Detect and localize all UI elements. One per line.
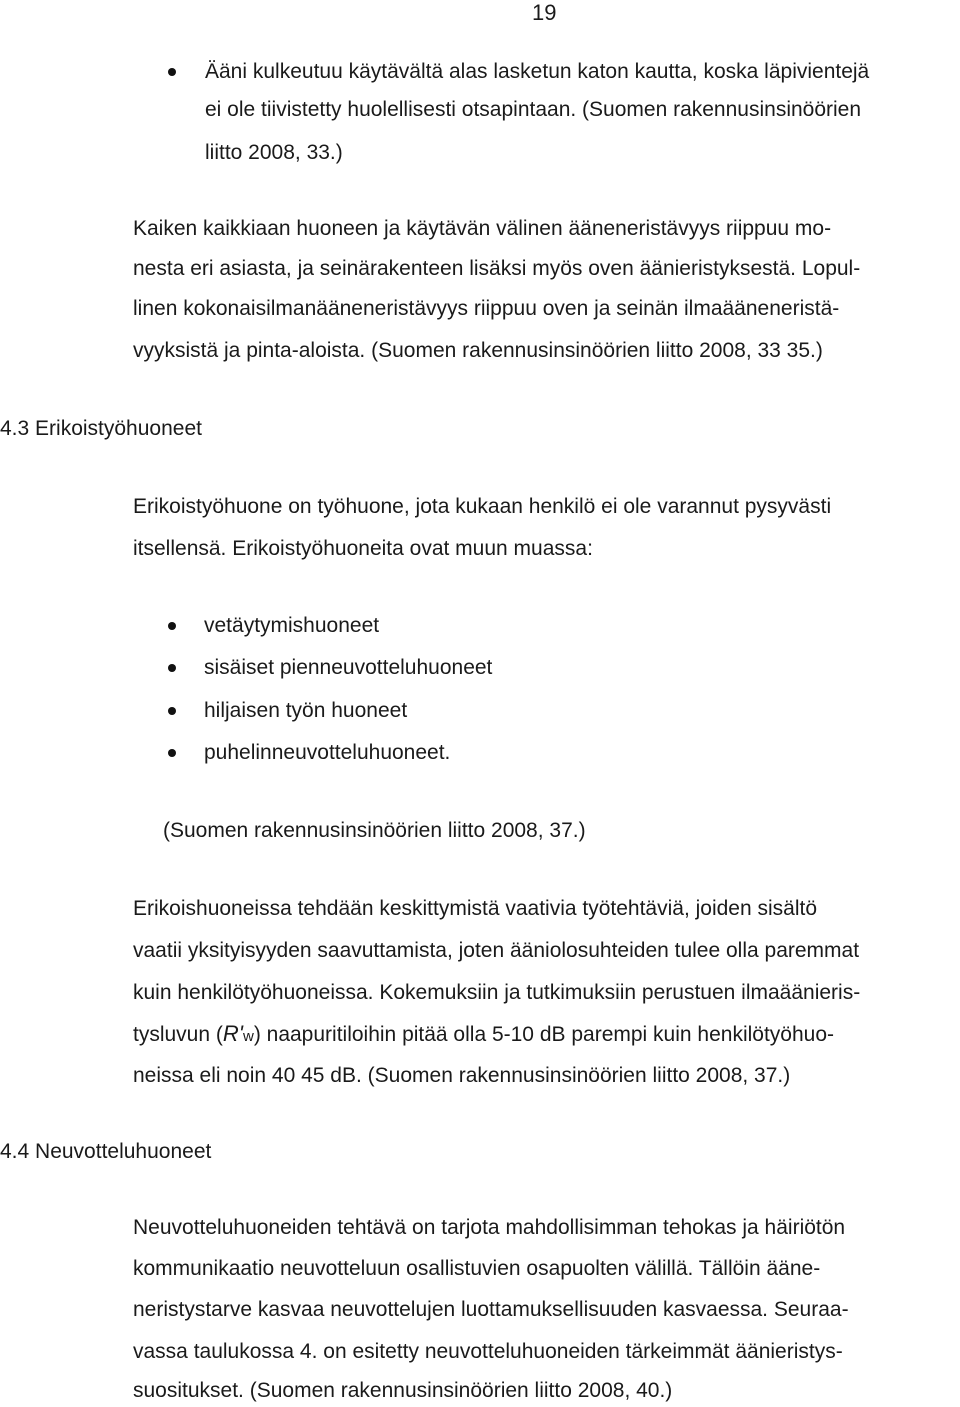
bullet-icon [168,707,176,715]
paragraph-line: vaatii yksityisyyden saavuttamista, joten ääniolosuhteiden tulee olla paremmat [133,939,860,962]
list-item: vetäytymishuoneet [204,614,380,637]
paragraph-line: Neuvotteluhuoneiden tehtävä on tarjota mahdollisimman tehokas ja häiriötön [133,1216,846,1239]
intro-bullet-line: liitto 2008, 33.) [205,141,343,164]
paragraph-line: Kaiken kaikkiaan huoneen ja käytävän välinen ääneneristävyys riippuu mo- [133,217,832,240]
page-number: 19 [532,0,557,25]
paragraph-line: neristystarve kasvaa neuvottelujen luottamuksellisuuden kasvaessa. Seuraa- [133,1298,849,1321]
bullet-icon [168,749,176,757]
formula-symbol: R' [222,1021,243,1046]
paragraph-line: kuin henkilötyöhuoneissa. Kokemuksiin ja tutkimuksiin perustuen ilmaäänieris- [133,981,861,1004]
paragraph-line: vassa taulukossa 4. on esitetty neuvotteluhuoneiden tärkeimmät äänieristys- [133,1340,843,1363]
formula-subscript: w [242,1028,254,1045]
formula-text-after: ) naapuritiloihin pitää olla 5-10 dB parempi kuin henkilötyöhuo- [253,1023,834,1046]
list-item: hiljaisen työn huoneet [204,699,408,722]
paragraph-line: neissa eli noin 40 45 dB. (Suomen rakennusinsinöörien liitto 2008, 37.) [133,1064,791,1087]
source-citation: (Suomen rakennusinsinöörien liitto 2008, 37.) [163,819,586,842]
bullet-icon [168,622,176,630]
paragraph-line: itsellensä. Erikoistyöhuoneita ovat muun muassa: [133,537,593,560]
bullet-icon [168,664,176,672]
formula-text-before: tysluvun ( [133,1023,223,1046]
paragraph-line: Erikoistyöhuone on työhuone, jota kukaan henkilö ei ole varannut pysyvästi [133,495,832,518]
paragraph-line: linen kokonaisilmanääneneristävyys riippuu oven ja seinän ilmaääneneristä- [133,297,840,320]
paragraph-line: nesta eri asiasta, ja seinärakenteen lisäksi myös oven äänieristyksestä. Lopul- [133,257,861,280]
intro-bullet-line: Ääni kulkeutuu käytävältä alas lasketun katon kautta, koska läpivientejä [205,60,870,83]
formula-line [133,1021,834,1050]
paragraph-line: suositukset. (Suomen rakennusinsinöörien liitto 2008, 40.) [133,1379,673,1402]
paragraph-line: Erikoishuoneissa tehdään keskittymistä vaativia työtehtäviä, joiden sisältö [133,897,818,920]
paragraph-line: kommunikaatio neuvotteluun osallistuvien osapuolten välillä. Tällöin ääne- [133,1257,821,1280]
section-heading: 4.4 Neuvotteluhuoneet [0,1140,212,1163]
section-heading: 4.3 Erikoistyöhuoneet [0,417,202,440]
list-item: sisäiset pienneuvotteluhuoneet [204,656,493,679]
intro-bullet-line: ei ole tiivistetty huolellisesti otsapintaan. (Suomen rakennusinsinöörien [205,98,862,121]
paragraph-line: vyyksistä ja pinta-aloista. (Suomen rakennusinsinöörien liitto 2008, 33 35.) [133,339,823,362]
bullet-icon [168,68,176,76]
list-item: puhelinneuvotteluhuoneet. [204,741,451,764]
